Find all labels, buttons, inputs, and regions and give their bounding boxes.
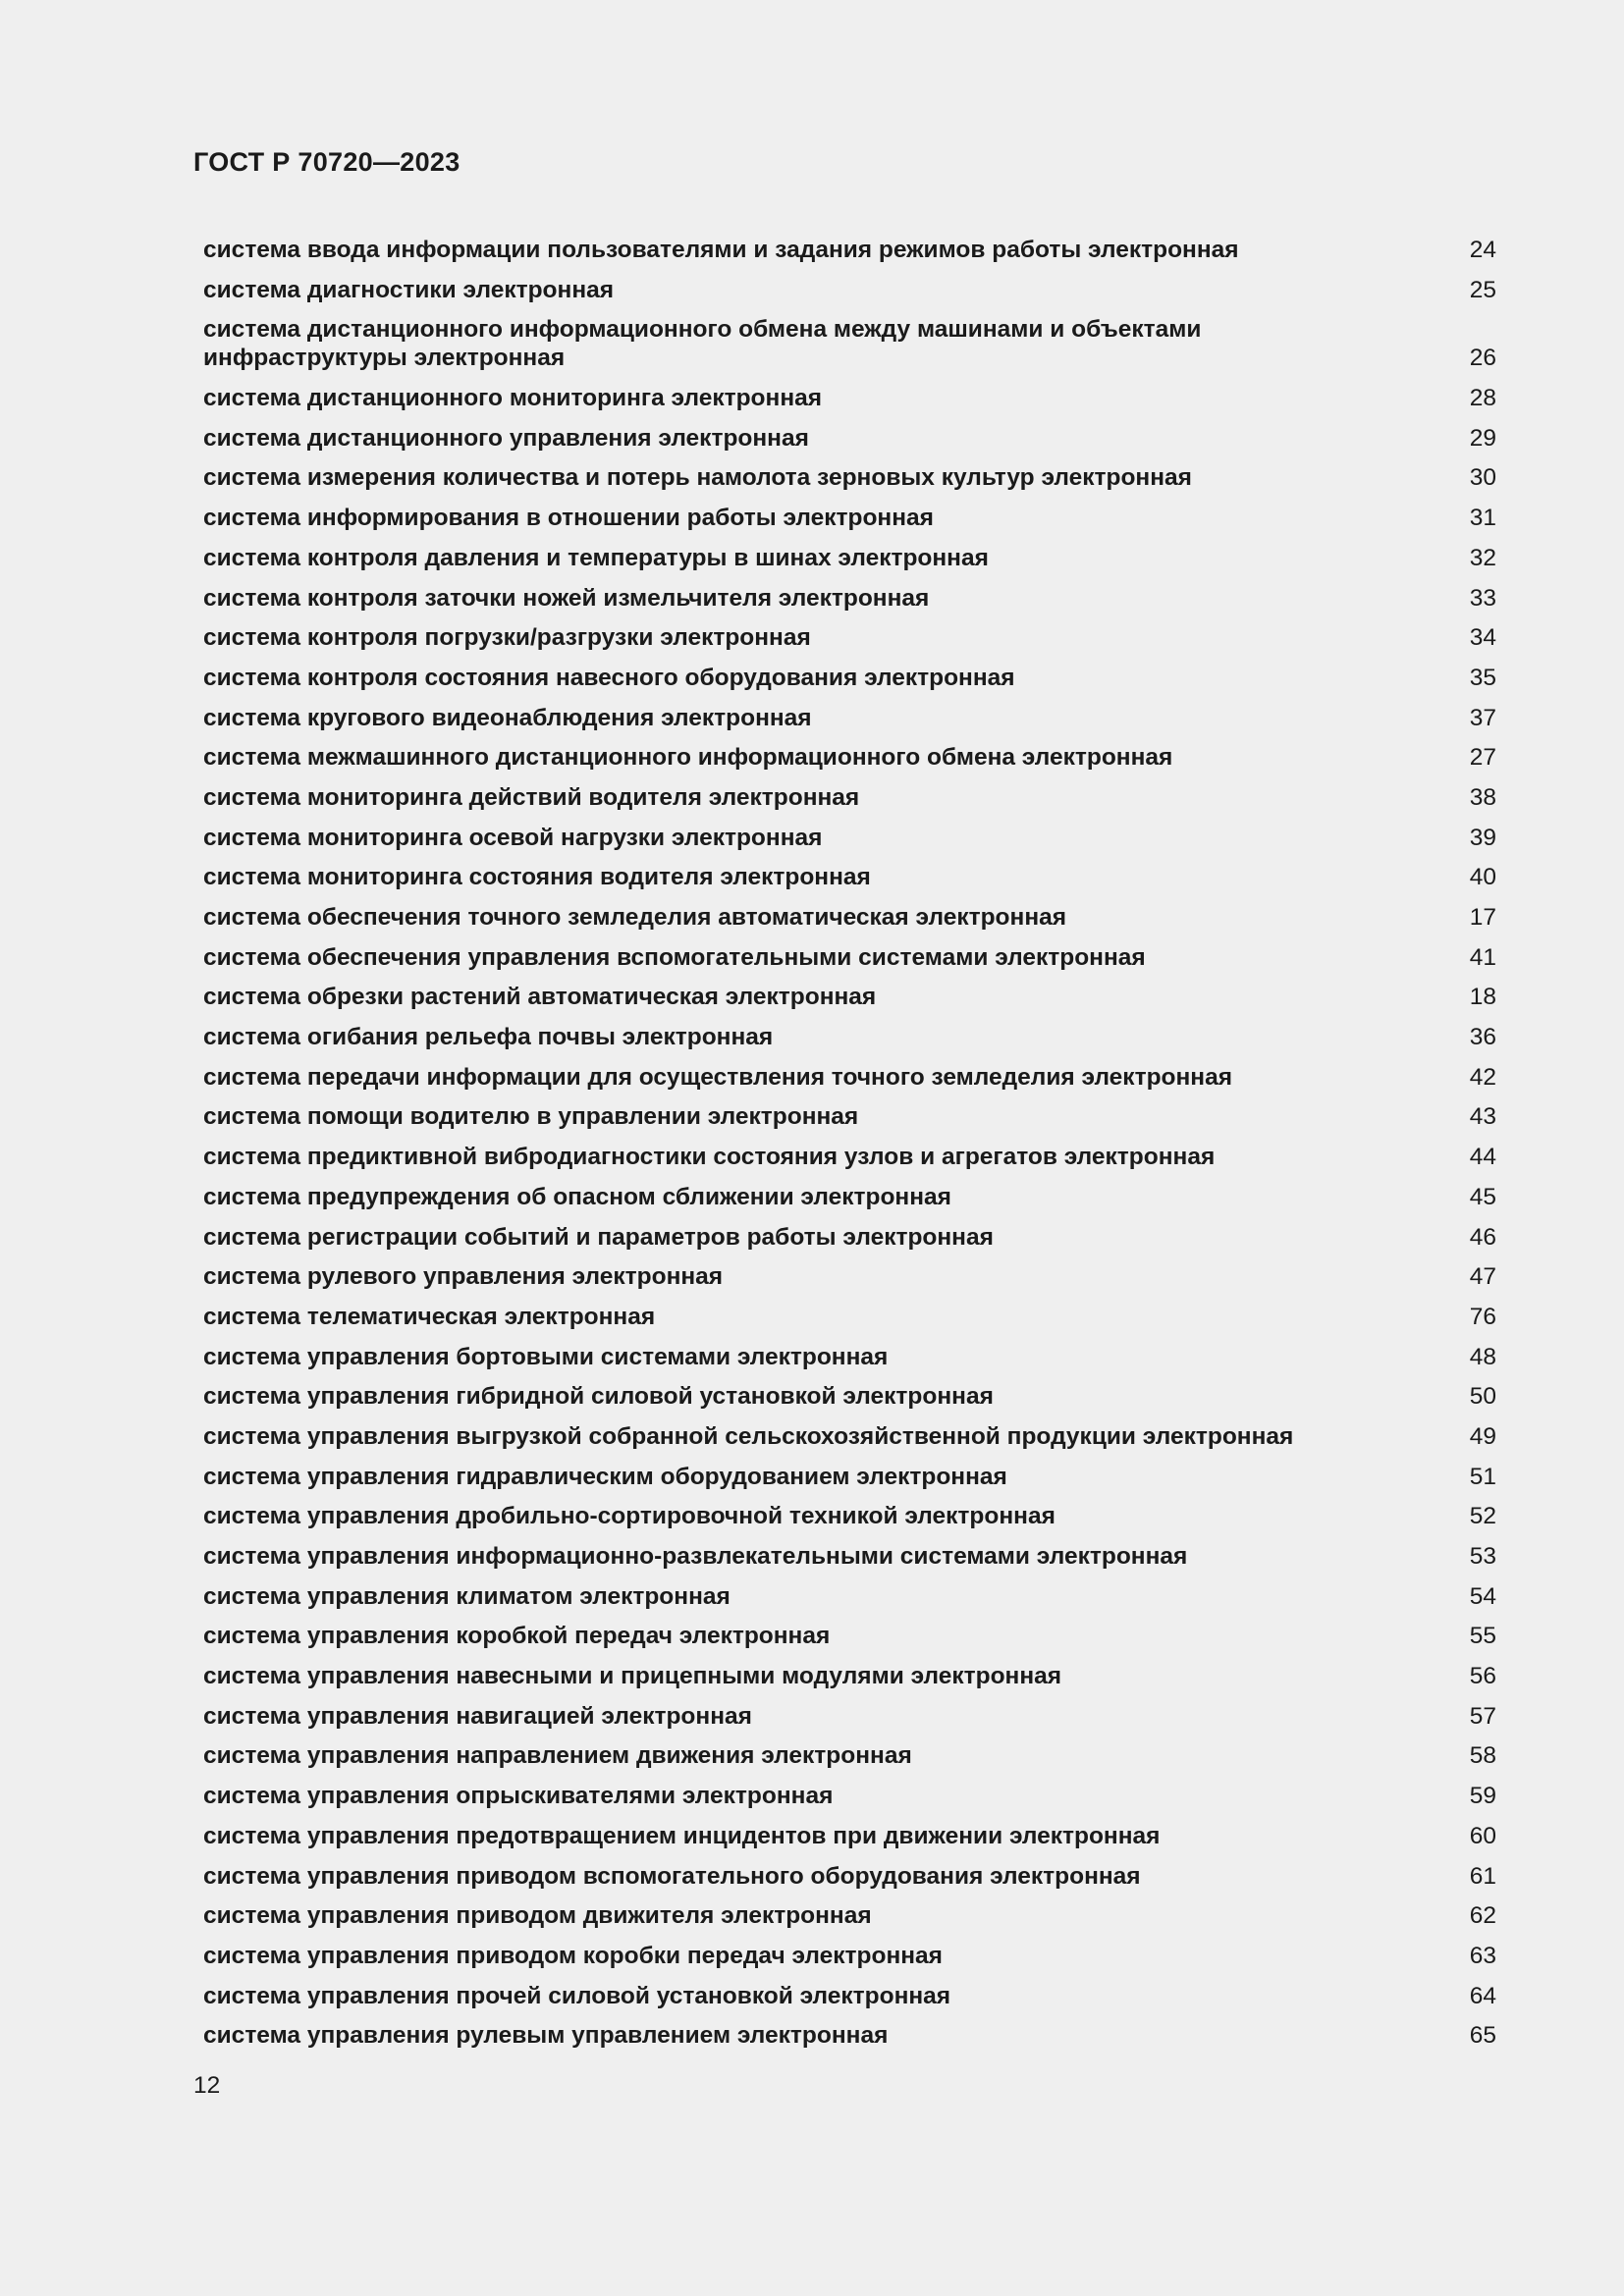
index-entry-term: система кругового видеонаблюдения электронная	[203, 704, 812, 731]
index-entry-term: система управления коробкой передач электронная	[203, 1623, 831, 1650]
index-entry-term: система управления навигацией электронная	[203, 1702, 752, 1730]
index-entry-page: 28	[1469, 385, 1496, 412]
index-entry-term: система управления прочей силовой установкой электронная	[203, 1982, 951, 2009]
index-entry	[203, 863, 1496, 891]
index-entry-page: 24	[1469, 237, 1496, 263]
index-entry	[203, 1502, 1496, 1530]
document-code-header: ГОСТ Р 70720—2023	[193, 147, 460, 177]
index-entry-term: система дистанционного мониторинга электронная	[203, 385, 823, 412]
index-entry-page: 53	[1469, 1543, 1496, 1570]
index-entry-page: 52	[1469, 1503, 1496, 1530]
index-entry-term: система управления выгрузкой собранной сельскохозяйственной продукции электронная	[203, 1422, 1294, 1450]
index-entry	[203, 983, 1496, 1011]
index-entry	[203, 1741, 1496, 1770]
index-entry	[203, 1942, 1496, 1970]
index-entry	[203, 584, 1496, 613]
index-entry-term: система дистанционного управления электронная	[203, 424, 809, 452]
index-entry	[203, 1023, 1496, 1051]
index-entry-page: 38	[1469, 783, 1496, 811]
index-entry	[203, 943, 1496, 972]
index-entry-page: 43	[1469, 1103, 1496, 1131]
index-entry	[203, 1822, 1496, 1850]
index-entry-term: система управления приводом движителя электронная	[203, 1902, 872, 1930]
index-entry-page: 61	[1469, 1862, 1496, 1890]
index-entry	[203, 1901, 1496, 1930]
index-entry	[203, 824, 1496, 852]
index-entry	[203, 384, 1496, 412]
index-entry	[203, 544, 1496, 572]
index-entry-page: 63	[1469, 1942, 1496, 1969]
index-entry-page: 59	[1469, 1783, 1496, 1810]
index-entry	[203, 1183, 1496, 1211]
index-entry-term: система управления дробильно-сортировочной техникой электронная	[203, 1503, 1056, 1530]
index-entry-page: 41	[1469, 943, 1496, 971]
index-entry	[203, 1782, 1496, 1810]
index-entry-term: система контроля состояния навесного оборудования электронная	[203, 664, 1015, 691]
index-entry-term: система огибания рельефа почвы электронная	[203, 1024, 774, 1051]
index-entry-page: 62	[1469, 1902, 1496, 1930]
index-entry-term: система управления гибридной силовой установкой электронная	[203, 1383, 994, 1411]
index-entry-term: система обеспечения управления вспомогательными системами электронная	[203, 943, 1146, 971]
index-entry	[203, 1463, 1496, 1491]
index-entry-term: система мониторинга действий водителя электронная	[203, 783, 860, 811]
index-entry	[203, 276, 1496, 304]
index-entry	[203, 1622, 1496, 1650]
index-entry-term: система помощи водителю в управлении электронная	[203, 1103, 859, 1131]
index-entry-page: 18	[1469, 984, 1496, 1011]
index-entry-page: 47	[1469, 1263, 1496, 1291]
index-entry-term: система передачи информации для осуществления точного земледелия электронная	[203, 1063, 1233, 1091]
index-entry-term: система контроля погрузки/разгрузки электронная	[203, 624, 811, 652]
index-entry	[203, 743, 1496, 772]
index-entry-page: 44	[1469, 1144, 1496, 1171]
index-entry	[203, 664, 1496, 692]
index-entry-page: 35	[1469, 664, 1496, 691]
index-entry	[203, 704, 1496, 732]
index-entry-term: система регистрации событий и параметров работы электронная	[203, 1223, 994, 1251]
index-entry-term: система предупреждения об опасном сближении электронная	[203, 1183, 951, 1210]
index-entry-term: система предиктивной вибродиагностики состояния узлов и агрегатов электронная	[203, 1144, 1216, 1171]
index-entry-page: 39	[1469, 824, 1496, 851]
index-entry-page: 45	[1469, 1183, 1496, 1210]
index-entry-term: система управления климатом электронная	[203, 1582, 731, 1610]
index-entry	[203, 903, 1496, 932]
index-entry	[203, 1102, 1496, 1131]
index-entry	[203, 424, 1496, 453]
index-entry	[203, 1343, 1496, 1371]
index-entry-term: система обрезки растений автоматическая электронная	[203, 984, 877, 1011]
index-entry-term: система контроля заточки ножей измельчителя электронная	[203, 584, 930, 612]
index-entry-page: 29	[1469, 424, 1496, 452]
index-entry-page: 51	[1469, 1463, 1496, 1490]
index-entry-term: система мониторинга состояния водителя электронная	[203, 864, 871, 891]
index-entry	[203, 2021, 1496, 2050]
index-entry-page: 37	[1469, 704, 1496, 731]
index-entry-page: 46	[1469, 1223, 1496, 1251]
index-entry	[203, 1702, 1496, 1731]
index-entry-page: 25	[1469, 276, 1496, 303]
index-entry-page: 56	[1469, 1663, 1496, 1690]
index-entry	[203, 1662, 1496, 1690]
index-entry	[203, 1982, 1496, 2010]
index-entry	[203, 504, 1496, 532]
index-entry	[203, 1862, 1496, 1891]
index-entry-page: 76	[1469, 1303, 1496, 1330]
index-entry-term: система телематическая электронная	[203, 1303, 656, 1330]
index-entry	[203, 1223, 1496, 1252]
index-entry-page: 49	[1469, 1422, 1496, 1450]
index-entry-page: 57	[1469, 1702, 1496, 1730]
index-entry-page: 42	[1469, 1063, 1496, 1091]
index-entry-term: система ввода информации пользователями и задания режимов работы электронная	[203, 237, 1239, 263]
index-entry	[203, 1143, 1496, 1171]
index-entry-page: 33	[1469, 584, 1496, 612]
index-entry	[203, 1542, 1496, 1571]
index-entry-term: система обеспечения точного земледелия автоматическая электронная	[203, 904, 1067, 931]
index-entry-page: 30	[1469, 464, 1496, 492]
index-entry-page: 64	[1469, 1982, 1496, 2009]
index-entry	[203, 1382, 1496, 1411]
index-entry-term: система управления рулевым управлением электронная	[203, 2022, 889, 2050]
index-entry	[203, 1303, 1496, 1331]
index-entry-page: 50	[1469, 1383, 1496, 1411]
index-entry-term: система дистанционного информационного обмена между машинами и объектами инфраструктуры электронная	[203, 316, 1202, 372]
index-entry-page: 27	[1469, 744, 1496, 772]
index-entry-page: 26	[1469, 345, 1496, 372]
index-entry-page: 48	[1469, 1343, 1496, 1370]
index-entry-page: 40	[1469, 864, 1496, 891]
index-entry-term: система управления гидравлическим оборудованием электронная	[203, 1463, 1007, 1490]
index-entry-term: система управления бортовыми системами электронная	[203, 1343, 889, 1370]
index-entry	[203, 315, 1496, 372]
index-entry-term: система межмашинного дистанционного информационного обмена электронная	[203, 744, 1173, 772]
subject-index-list	[203, 236, 1496, 2061]
index-entry-term: система управления приводом коробки передач электронная	[203, 1942, 943, 1969]
index-entry-page: 36	[1469, 1024, 1496, 1051]
index-entry-page: 31	[1469, 505, 1496, 532]
index-entry-term: система диагностики электронная	[203, 276, 615, 303]
index-entry-term: система управления опрыскивателями электронная	[203, 1783, 834, 1810]
index-entry-term: система управления информационно-развлекательными системами электронная	[203, 1543, 1188, 1570]
index-entry-term: система рулевого управления электронная	[203, 1263, 724, 1291]
page-number: 12	[193, 2072, 221, 2099]
index-entry-term: система измерения количества и потерь намолота зерновых культур электронная	[203, 464, 1192, 492]
index-entry-term: система управления навесными и прицепными модулями электронная	[203, 1663, 1062, 1690]
index-entry-page: 58	[1469, 1742, 1496, 1770]
index-entry-term: система управления предотвращением инцидентов при движении электронная	[203, 1822, 1161, 1849]
index-entry-page: 17	[1469, 904, 1496, 931]
index-entry	[203, 1063, 1496, 1092]
index-entry	[203, 463, 1496, 492]
index-entry-page: 60	[1469, 1822, 1496, 1849]
index-entry-term: система информирования в отношении работы электронная	[203, 505, 934, 532]
index-entry-term: система мониторинга осевой нагрузки электронная	[203, 824, 823, 851]
index-entry	[203, 1582, 1496, 1611]
index-entry-term: система контроля давления и температуры в шинах электронная	[203, 544, 989, 571]
index-entry	[203, 1262, 1496, 1291]
index-entry-term: система управления направлением движения электронная	[203, 1742, 912, 1770]
index-entry	[203, 236, 1496, 264]
index-entry	[203, 1422, 1496, 1451]
index-entry-page: 55	[1469, 1623, 1496, 1650]
index-entry	[203, 783, 1496, 812]
index-entry-page: 65	[1469, 2022, 1496, 2050]
index-entry	[203, 623, 1496, 652]
index-entry-page: 32	[1469, 544, 1496, 571]
index-entry-page: 54	[1469, 1582, 1496, 1610]
index-entry-page: 34	[1469, 624, 1496, 652]
index-entry-term: система управления приводом вспомогательного оборудования электронная	[203, 1862, 1141, 1890]
